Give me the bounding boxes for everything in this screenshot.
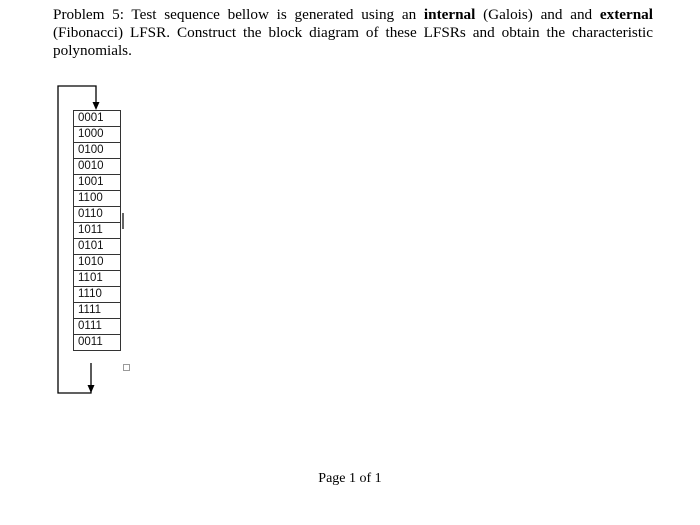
sequence-value: 0101: [74, 239, 121, 255]
table-resize-handle[interactable]: [123, 364, 130, 371]
sequence-value: 1010: [74, 255, 121, 271]
problem-text-segment: (Galois) and and: [475, 6, 600, 23]
sequence-value: 1110: [74, 287, 121, 303]
sequence-row: [74, 271, 121, 287]
sequence-row: [74, 335, 121, 351]
sequence-row: [74, 319, 121, 335]
sequence-value: 1111: [74, 303, 121, 319]
sequence-row: [74, 223, 121, 239]
cell-insertion-marker: [122, 213, 124, 229]
sequence-row: [74, 143, 121, 159]
sequence-row: [74, 255, 121, 271]
problem-text-segment: (Fibonacci) LFSR. Construct the block diagram of these LFSRs and obtain the characteristic polynomials.: [53, 24, 653, 59]
sequence-row: [74, 239, 121, 255]
sequence-row: [74, 159, 121, 175]
sequence-table: [73, 110, 121, 351]
sequence-value: 0100: [74, 143, 121, 159]
sequence-value: 0011: [74, 335, 121, 351]
input-arrow-head: [93, 102, 100, 110]
sequence-row: [74, 191, 121, 207]
sequence-value: 0010: [74, 159, 121, 175]
sequence-value: 0001: [74, 111, 121, 127]
output-arrow-head: [88, 385, 95, 393]
sequence-value: 1011: [74, 223, 121, 239]
sequence-value: 0110: [74, 207, 121, 223]
problem-bold-term: external: [599, 6, 653, 23]
sequence-value: 1001: [74, 175, 121, 191]
problem-bold-term: internal: [423, 6, 476, 23]
sequence-row: [74, 111, 121, 127]
sequence-value: 1000: [74, 127, 121, 143]
sequence-row: [74, 303, 121, 319]
sequence-row: [74, 287, 121, 303]
sequence-row: [74, 127, 121, 143]
problem-text-segment: Problem 5: Test sequence bellow is generated using an: [53, 6, 424, 23]
sequence-row: [74, 175, 121, 191]
sequence-row: [74, 207, 121, 223]
sequence-value: 0111: [74, 319, 121, 335]
sequence-value: 1101: [74, 271, 121, 287]
problem-statement: [53, 6, 653, 60]
page-footer: Page 1 of 1: [318, 471, 382, 486]
sequence-value: 1100: [74, 191, 121, 207]
